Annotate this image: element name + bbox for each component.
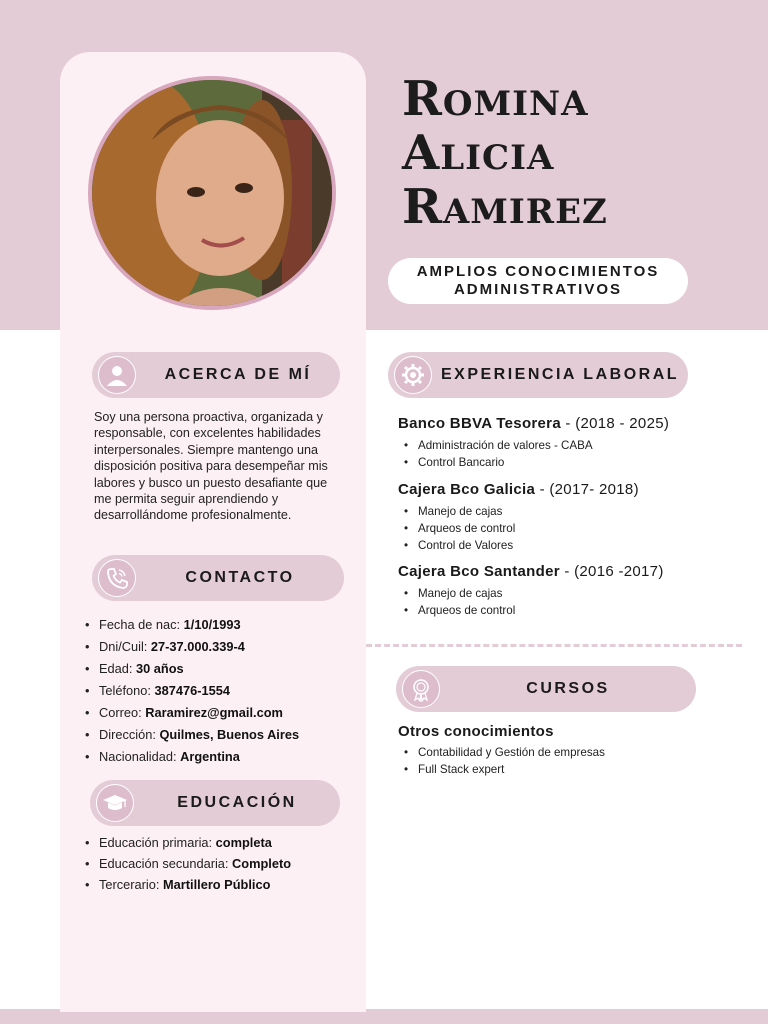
education-value: Martillero Público <box>163 877 271 892</box>
job-task: • Control de Valores <box>404 538 515 555</box>
contact-label: Nacionalidad: <box>99 749 181 764</box>
contact-label: Fecha de nac: <box>99 617 184 632</box>
job-task: • Arqueos de control <box>404 603 515 620</box>
job-task: • Manejo de cajas <box>404 504 515 521</box>
education-item <box>85 876 291 897</box>
contact-item <box>85 681 299 703</box>
course-item: • Contabilidad y Gestión de empresas <box>404 745 605 762</box>
job-period: - (2018 - 2025) <box>560 415 670 432</box>
contact-item <box>85 659 299 681</box>
education-item <box>85 834 291 855</box>
education-label: Tercerario: <box>99 877 164 892</box>
job-tasks <box>404 586 515 620</box>
job-title <box>398 481 639 498</box>
experience-section-header <box>388 352 688 398</box>
about-text: Soy una persona proactiva, organizada y responsable, con excelentes habilidades interpersonales. Siempre mantengo una disposición positiva para desempeñar mis labores y busco un puesto desafiante que me permita seguir aprendiendo y desarrollándome profesionalmente. <box>94 410 328 523</box>
job-company: Cajera Bco Galicia <box>398 481 536 498</box>
job-company: Cajera Bco Santander <box>398 563 560 580</box>
job-task: • Control Bancario <box>404 455 593 472</box>
section-title: CONTACTO <box>185 569 295 586</box>
job-task: • Arqueos de control <box>404 521 515 538</box>
contact-value: Argentina <box>180 749 240 764</box>
tagline-line: ADMINISTRATIVOS <box>453 281 623 298</box>
courses-section-header <box>396 666 696 712</box>
contact-item <box>85 637 299 659</box>
contact-list <box>85 615 299 769</box>
courses-subtitle <box>398 723 554 740</box>
section-title: EXPERIENCIA LABORAL <box>440 366 680 383</box>
contact-item <box>85 725 299 747</box>
contact-value: Quilmes, Buenos Aires <box>159 727 300 742</box>
profile-photo <box>88 76 336 310</box>
phone-icon <box>98 559 136 597</box>
name-line: Romina <box>402 71 589 127</box>
education-item <box>85 855 291 876</box>
contact-label: Teléfono: <box>99 683 155 698</box>
section-divider <box>366 644 742 647</box>
contact-label: Dirección: <box>99 727 160 742</box>
name-line: Alicia <box>402 125 555 181</box>
contact-value: 387476-1554 <box>154 683 230 698</box>
contact-label: Edad: <box>99 661 136 676</box>
full-name <box>402 72 608 234</box>
name-line: Ramirez <box>402 179 608 235</box>
contact-value: 27-37.000.339-4 <box>150 639 245 654</box>
education-value: Completo <box>232 856 292 871</box>
education-list <box>85 834 291 897</box>
job-title <box>398 415 669 432</box>
gear-icon <box>394 356 432 394</box>
contact-label: Correo: <box>99 705 146 720</box>
certificate-icon <box>402 670 440 708</box>
job-company: Banco BBVA Tesorera <box>398 415 561 432</box>
course-item: • Full Stack expert <box>404 762 605 779</box>
job-period: - (2017- 2018) <box>535 481 639 498</box>
contact-item <box>85 703 299 725</box>
job-task: • Administración de valores - CABA <box>404 438 593 455</box>
job-tasks <box>404 438 593 472</box>
job-title <box>398 563 664 580</box>
education-label: Educación secundaria: <box>99 856 233 871</box>
about-section-header <box>92 352 340 398</box>
section-title: EDUCACIÓN <box>177 794 297 811</box>
contact-section-header <box>92 555 344 601</box>
section-title: ACERCA DE MÍ <box>164 366 312 383</box>
education-section-header <box>90 780 340 826</box>
section-title: CURSOS <box>526 680 610 697</box>
contact-item <box>85 747 299 769</box>
job-task: • Manejo de cajas <box>404 586 515 603</box>
tagline-badge <box>388 258 688 304</box>
education-label: Educación primaria: <box>99 835 216 850</box>
tagline-line: AMPLIOS CONOCIMIENTOS <box>416 263 660 280</box>
graduation-cap-icon <box>96 784 134 822</box>
contact-value: 1/10/1993 <box>183 617 241 632</box>
courses-subtitle-text: Otros conocimientos <box>398 723 554 740</box>
user-icon <box>98 356 136 394</box>
contact-value: 30 años <box>136 661 184 676</box>
courses-list <box>404 745 605 779</box>
contact-item <box>85 615 299 637</box>
education-value: completa <box>215 835 272 850</box>
job-tasks <box>404 504 515 555</box>
contact-value: Raramirez@gmail.com <box>145 705 283 720</box>
contact-label: Dni/Cuil: <box>99 639 151 654</box>
job-period: - (2016 -2017) <box>559 563 664 580</box>
